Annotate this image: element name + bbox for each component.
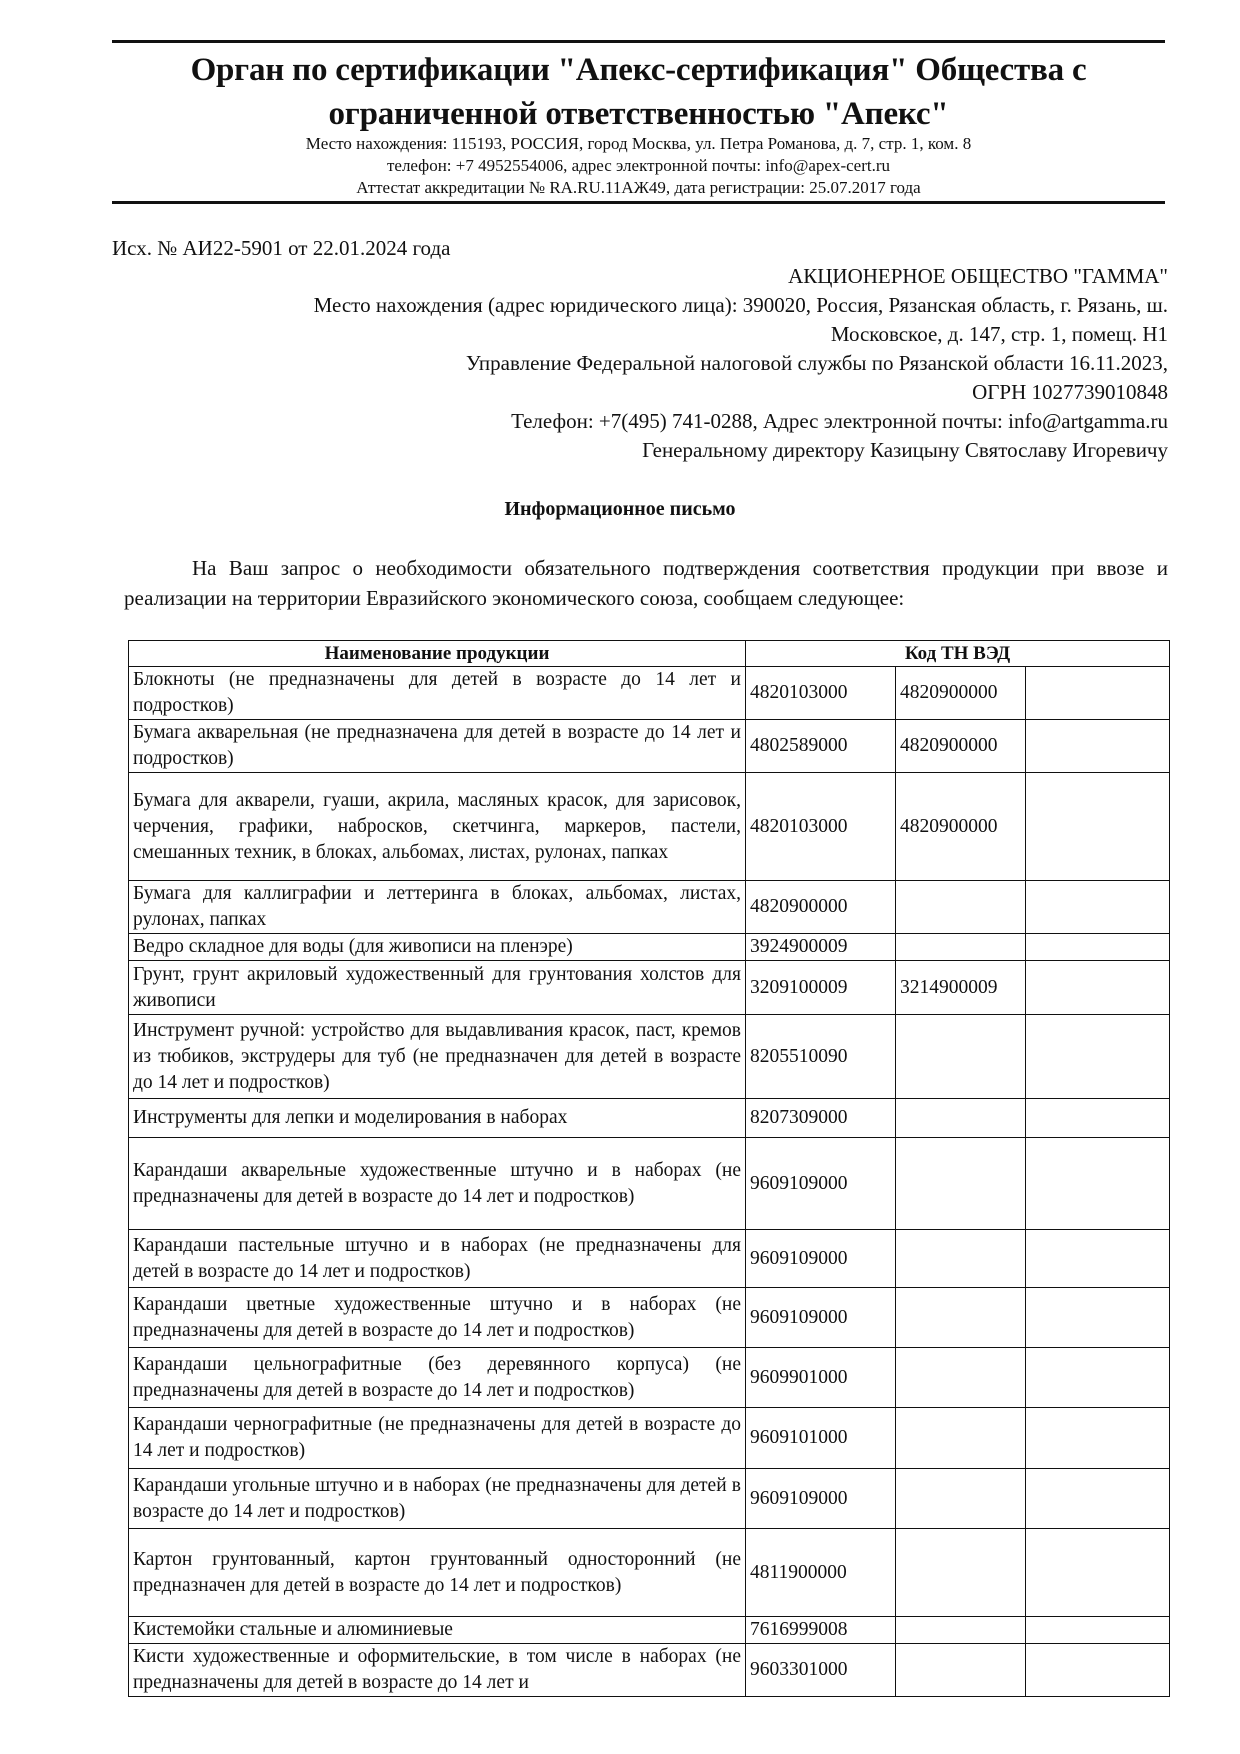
hs-code-2-cell: [896, 1644, 1026, 1697]
hs-code-2-cell: 4820900000: [896, 773, 1026, 881]
table-row: [129, 1099, 1170, 1138]
hs-code-3-cell: [1026, 1138, 1170, 1230]
hs-code-2-cell: [896, 1138, 1026, 1230]
table-row: [129, 1230, 1170, 1288]
product-name-cell: Бумага для каллиграфии и леттеринга в блоках, альбомах, листах, рулонах, папках: [129, 881, 746, 934]
table-row: [129, 934, 1170, 961]
product-name-cell: Ведро складное для воды (для живописи на пленэре): [129, 934, 746, 961]
table-row: [129, 1617, 1170, 1644]
hs-code-1-cell: 7616999008: [746, 1617, 896, 1644]
hs-code-1-cell: 4811900000: [746, 1529, 896, 1617]
hs-code-2-cell: [896, 881, 1026, 934]
hs-code-1-cell: 9609901000: [746, 1348, 896, 1408]
hs-code-3-cell: [1026, 1644, 1170, 1697]
hs-code-1-cell: 9609109000: [746, 1469, 896, 1529]
header-bottom-rule: [112, 201, 1165, 204]
table-row: [129, 667, 1170, 720]
product-name-cell: Карандаши пастельные штучно и в наборах (не предназначены для детей в возрасте до 14 лет и подростков): [129, 1230, 746, 1288]
product-name-cell: Блокноты (не предназначены для детей в возрасте до 14 лет и подростков): [129, 667, 746, 720]
outgoing-reference: Исх. № АИ22-5901 от 22.01.2024 года: [112, 236, 451, 260]
recipient-contacts: Телефон: +7(495) 741-0288, Адрес электронной почты: info@artgamma.ru: [511, 409, 1168, 433]
hs-code-2-cell: [896, 1348, 1026, 1408]
hs-code-2-cell: [896, 1529, 1026, 1617]
table-row: [129, 961, 1170, 1015]
hs-code-3-cell: [1026, 1099, 1170, 1138]
hs-code-2-cell: [896, 1288, 1026, 1348]
hs-code-3-cell: [1026, 1348, 1170, 1408]
hs-code-1-cell: 4820103000: [746, 773, 896, 881]
table-row: [129, 1015, 1170, 1099]
product-name-cell: Кисти художественные и оформительские, в том числе в наборах (не предназначены для детей в возрасте до 14 лет и: [129, 1644, 746, 1697]
recipient-address-line1: Место нахождения (адрес юридического лица): 390020, Россия, Рязанская область, г. Рязань, ш.: [313, 293, 1168, 317]
org-accreditation: Аттестат аккредитации № RA.RU.11АЖ49, дата регистрации: 25.07.2017 года: [356, 178, 921, 197]
header-hs-code: Код ТН ВЭД: [746, 641, 1170, 667]
product-name-cell: Карандаши угольные штучно и в наборах (не предназначены для детей в возрасте до 14 лет и подростков): [129, 1469, 746, 1529]
hs-code-3-cell: [1026, 667, 1170, 720]
recipient-address-line2: Московское, д. 147, стр. 1, помещ. Н1: [830, 322, 1168, 346]
product-name-cell: Картон грунтованный, картон грунтованный односторонний (не предназначен для детей в возрасте до 14 лет и подростков): [129, 1529, 746, 1617]
hs-code-2-cell: [896, 1469, 1026, 1529]
hs-code-3-cell: [1026, 881, 1170, 934]
hs-code-3-cell: [1026, 720, 1170, 773]
hs-code-1-cell: 8205510090: [746, 1015, 896, 1099]
hs-code-3-cell: [1026, 1230, 1170, 1288]
table-row: [129, 881, 1170, 934]
product-name-cell: Кистемойки стальные и алюминиевые: [129, 1617, 746, 1644]
hs-code-1-cell: 9609109000: [746, 1230, 896, 1288]
product-name-cell: Карандаши чернографитные (не предназначены для детей в возрасте до 14 лет и подростков): [129, 1408, 746, 1469]
recipient-tax-line1: Управление Федеральной налоговой службы по Рязанской области 16.11.2023,: [465, 351, 1168, 375]
hs-code-1-cell: 8207309000: [746, 1099, 896, 1138]
header-product-name: Наименование продукции: [129, 641, 746, 667]
table-row: [129, 720, 1170, 773]
hs-code-2-cell: [896, 934, 1026, 961]
table-row: [129, 1138, 1170, 1230]
table-row: [129, 773, 1170, 881]
hs-code-2-cell: 3214900009: [896, 961, 1026, 1015]
hs-code-2-cell: [896, 1408, 1026, 1469]
table-row: [129, 1288, 1170, 1348]
recipient-tax-line2: ОГРН 1027739010848: [972, 380, 1168, 404]
hs-code-1-cell: 9609109000: [746, 1138, 896, 1230]
table-row: [129, 1529, 1170, 1617]
hs-code-3-cell: [1026, 1408, 1170, 1469]
hs-code-2-cell: [896, 1099, 1026, 1138]
table-header-row: [129, 641, 1170, 667]
org-title-line1: Орган по сертификации "Апекс-сертификация" Общества с: [190, 52, 1087, 88]
hs-code-2-cell: [896, 1617, 1026, 1644]
hs-code-3-cell: [1026, 961, 1170, 1015]
product-name-cell: Грунт, грунт акриловый художественный для грунтования холстов для живописи: [129, 961, 746, 1015]
table-row: [129, 1469, 1170, 1529]
product-name-cell: Бумага для акварели, гуаши, акрила, масляных красок, для зарисовок, черчения, графики, набросков, скетчинга, маркеров, пастели, смешанных техник, в блоках, альбомах, листах, рулонах, папках: [129, 773, 746, 881]
org-title: [112, 48, 1165, 136]
product-name-cell: Карандаши акварельные художественные штучно и в наборах (не предназначены для детей в возрасте до 14 лет и подростков): [129, 1138, 746, 1230]
letter-intro: На Ваш запрос о необходимости обязательного подтверждения соответствия продукции при ввозе и реализации на территории Евразийского экономического союза, сообщаем следующее:: [124, 556, 1168, 610]
hs-code-3-cell: [1026, 1469, 1170, 1529]
hs-code-1-cell: 9609109000: [746, 1288, 896, 1348]
hs-code-2-cell: [896, 1015, 1026, 1099]
hs-code-3-cell: [1026, 1617, 1170, 1644]
letter-title: Информационное письмо: [504, 498, 736, 520]
hs-code-1-cell: 4802589000: [746, 720, 896, 773]
hs-code-1-cell: 4820103000: [746, 667, 896, 720]
hs-code-3-cell: [1026, 934, 1170, 961]
recipient-addressee: Генеральному директору Казицыну Святославу Игоревичу: [642, 438, 1168, 462]
hs-code-3-cell: [1026, 1288, 1170, 1348]
product-name-cell: Карандаши цветные художественные штучно и в наборах (не предназначены для детей в возрасте до 14 лет и подростков): [129, 1288, 746, 1348]
product-name-cell: Карандаши цельнографитные (без деревянного корпуса) (не предназначены для детей в возрасте до 14 лет и подростков): [129, 1348, 746, 1408]
hs-code-3-cell: [1026, 1015, 1170, 1099]
hs-code-1-cell: 3924900009: [746, 934, 896, 961]
hs-code-1-cell: 9609101000: [746, 1408, 896, 1469]
hs-code-3-cell: [1026, 773, 1170, 881]
hs-code-1-cell: 9603301000: [746, 1644, 896, 1697]
hs-code-2-cell: 4820900000: [896, 720, 1026, 773]
org-contacts: телефон: +7 4952554006, адрес электронной почты: info@apex-cert.ru: [386, 156, 891, 175]
recipient-company: АКЦИОНЕРНОЕ ОБЩЕСТВО "ГАММА": [788, 264, 1168, 288]
hs-code-1-cell: 4820900000: [746, 881, 896, 934]
table-row: [129, 1348, 1170, 1408]
header-top-rule: [112, 40, 1165, 43]
table-row: [129, 1644, 1170, 1697]
org-address: Место нахождения: 115193, РОССИЯ, город Москва, ул. Петра Романова, д. 7, стр. 1, ком. 8: [305, 134, 972, 153]
product-name-cell: Инструменты для лепки и моделирования в наборах: [129, 1099, 746, 1138]
hs-code-2-cell: [896, 1230, 1026, 1288]
org-title-line2: ограниченной ответственностью "Апекс": [328, 96, 949, 132]
products-table: [128, 640, 1170, 1697]
hs-code-3-cell: [1026, 1529, 1170, 1617]
table-row: [129, 1408, 1170, 1469]
hs-code-1-cell: 3209100009: [746, 961, 896, 1015]
hs-code-2-cell: 4820900000: [896, 667, 1026, 720]
product-name-cell: Инструмент ручной: устройство для выдавливания красок, паст, кремов из тюбиков, экструдеры для туб (не предназначен для детей в возрасте до 14 лет и подростков): [129, 1015, 746, 1099]
product-name-cell: Бумага акварельная (не предназначена для детей в возрасте до 14 лет и подростков): [129, 720, 746, 773]
